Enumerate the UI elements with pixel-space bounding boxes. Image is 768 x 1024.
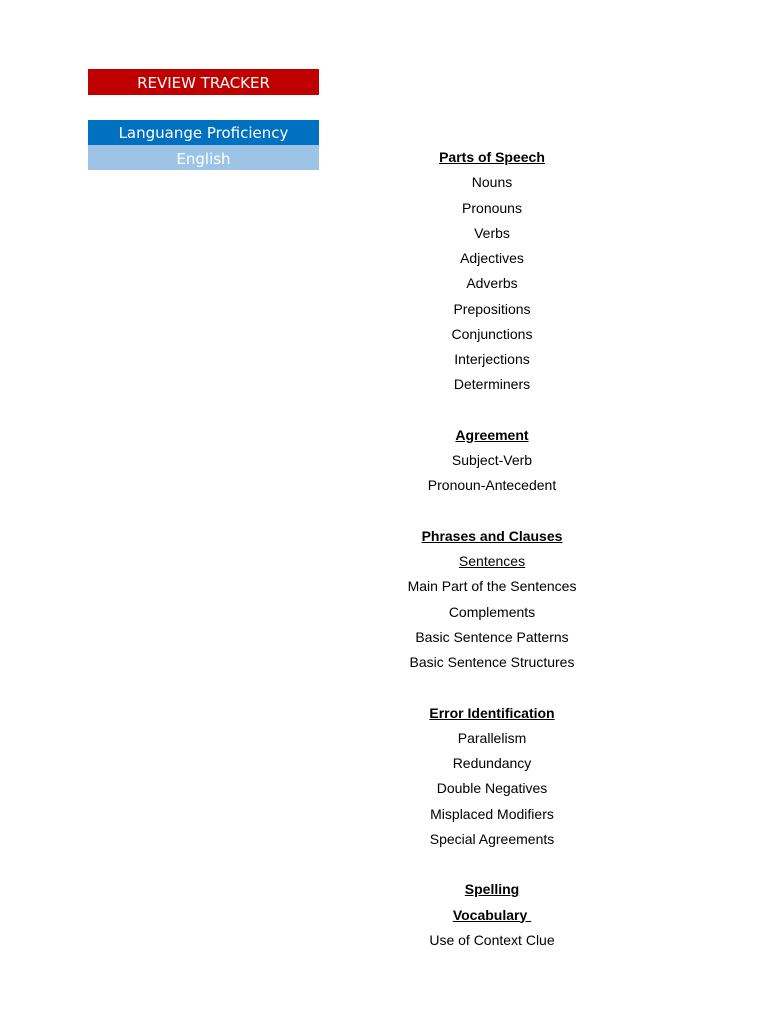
subject-label: English: [88, 145, 319, 170]
topic-heading: Parts of Speech: [439, 149, 545, 165]
topic-item: Determiners: [453, 376, 531, 393]
topic-item: Adjectives: [460, 250, 524, 266]
topic-item: Basic Sentence Patterns: [415, 628, 569, 645]
topic-outline: [392, 145, 592, 953]
topic-heading: Phrases and Clauses: [421, 527, 563, 544]
blank-line: [392, 499, 592, 524]
topic-item: Verbs: [474, 224, 510, 241]
review-tracker-title: REVIEW TRACKER: [88, 69, 319, 95]
topic-item: Redundancy: [452, 755, 532, 771]
topic-item: Pronoun-Antecedent: [427, 477, 557, 494]
topic-item: Pronouns: [462, 199, 522, 216]
blank-line: [392, 675, 592, 700]
topic-item: Parallelism: [457, 729, 527, 746]
section-title: Languange Proficiency: [88, 120, 319, 145]
topic-item: Double Negatives: [436, 780, 548, 797]
topic-item: Prepositions: [453, 300, 531, 317]
topic-item: Nouns: [471, 174, 513, 191]
topic-item: Main Part of the Sentences: [407, 578, 577, 595]
topic-item: Interjections: [454, 351, 530, 367]
topic-heading: Spelling: [464, 881, 520, 898]
topic-heading: Agreement: [455, 426, 529, 443]
topic-item: Misplaced Modifiers: [430, 805, 554, 822]
topic-item: Special Agreements: [429, 830, 555, 847]
topic-subheading: Sentences: [458, 553, 526, 569]
topic-item: Complements: [448, 603, 536, 620]
topic-item: Adverbs: [466, 275, 518, 292]
topic-heading: Error Identification: [429, 704, 555, 721]
topic-item: Use of Context Clue: [429, 931, 555, 948]
topic-heading: Vocabulary: [452, 906, 532, 923]
blank-line: [392, 398, 592, 423]
topic-item: Basic Sentence Structures: [409, 654, 575, 670]
blank-line: [392, 852, 592, 877]
topic-item: Subject-Verb: [451, 452, 533, 468]
topic-item: Conjunctions: [451, 325, 533, 342]
